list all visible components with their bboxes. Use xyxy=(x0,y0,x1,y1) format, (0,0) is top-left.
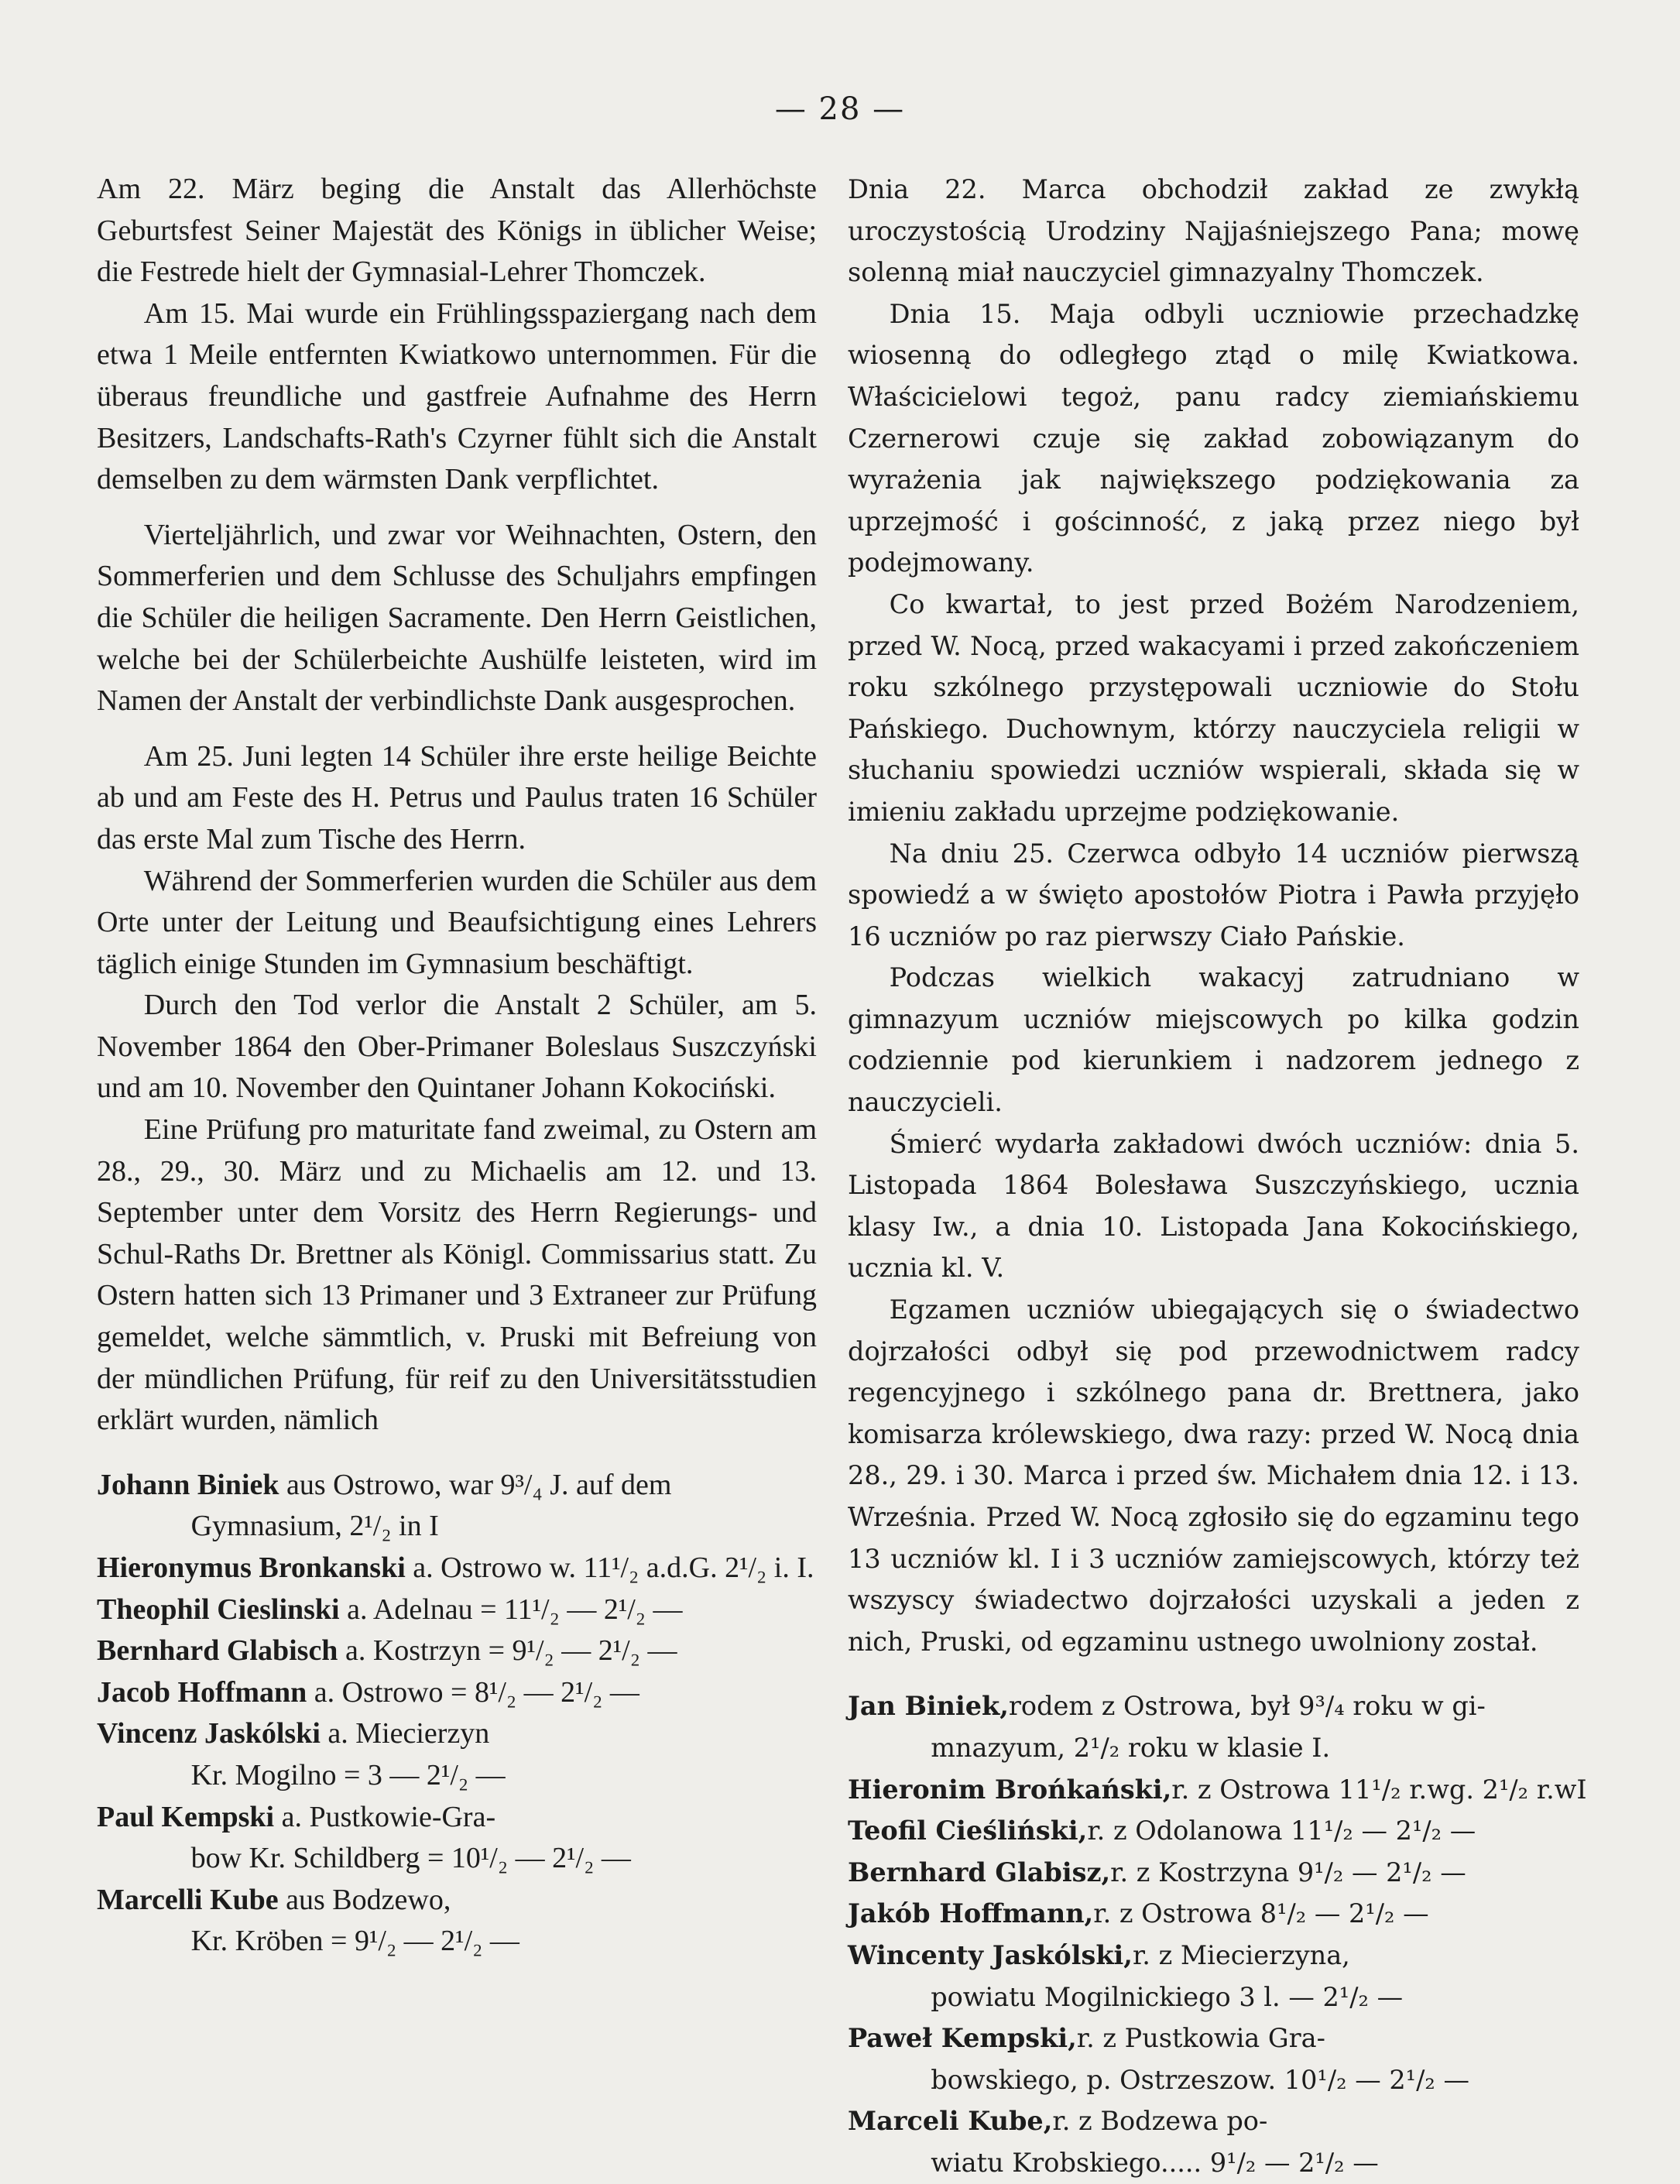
paragraph: Vierteljährlich, und zwar vor Weihnachten, Ostern, den Sommerferien und dem Schlusse des Schuljahrs empfingen die Schüler die heiligen Sacramente. Den Herrn Geistlichen, welche bei der Schülerbeichte Aushülfe leisteten, wird im Namen der Anstalt der verbindlichste Dank ausgesprochen. xyxy=(97,518,817,718)
list-item: Paweł Kempski, r. z Pustkowia Gra- xyxy=(848,2023,1325,2054)
list-item: Jacob Hoffmann a. Ostrowo = 8¹/₂ — 2¹/₂ — xyxy=(97,1675,639,1709)
graduate-list xyxy=(97,1465,817,1963)
paragraph: Co kwartał, to jest przed Bożém Narodzeniem, przed W. Nocą, przed wakacyami i przed zakończeniem roku szkólnego przystępowali uczniowie do Stołu Pańskiego. Duchownym, którzy nauczyciela religii w słuchaniu spowiedzi uczniów wspierali, składa się w imieniu zakładu uprzejme podziękowanie. xyxy=(848,588,1579,827)
list-item: Theophil Cieslinski a. Adelnau = 11¹/₂ — 2¹/₂ — xyxy=(97,1593,683,1626)
paragraph: Śmierć wydarła zakładowi dwóch uczniów: dnia 5. Listopada 1864 Bolesława Suszczyńskiego, ucznia klasy Iw., a dnia 10. Listopada Jana Kokocińskiego, ucznia kl. V. xyxy=(848,1128,1579,1284)
list-item: bowskiego, p. Ostrzeszow. 10¹/₂ — 2¹/₂ — xyxy=(931,2064,1469,2095)
list-item: Johann Biniek aus Ostrowo, war 9³/₄ J. auf dem xyxy=(97,1468,672,1501)
list-item: Gymnasium, 2¹/₂ in I xyxy=(190,1510,439,1543)
list-item: Marcelli Kube aus Bodzewo, xyxy=(97,1883,451,1916)
list-item: Wincenty Jaskólski, r. z Miecierzyna, xyxy=(848,1939,1350,1970)
list-item: Teofil Cieśliński, r. z Odolanowa 11¹/₂ — 2¹/₂ — xyxy=(848,1815,1476,1846)
paragraph: Podczas wielkich wakacyj zatrudniano w gimnazyum uczniów miejscowych po kilka godzin codziennie pod kierunkiem i nadzorem jednego z nauczycieli. xyxy=(848,962,1579,1118)
paragraph: Eine Prüfung pro maturitate fand zweimal, zu Ostern am 28., 29., 30. März und zu Michaelis am 12. und 13. September unter dem Vorsitz des Herrn Regierungs- und Schul-Raths Dr. Brettner als Königl. Commissarius statt. Zu Ostern hatten sich 13 Primaner und 3 Extraneer zur Prüfung gemeldet, welche sämmtlich, v. Pruski mit Befreiung von der mündlichen Prüfung, für reif zu den Universitätsstudien erklärt wurden, nämlich xyxy=(97,1113,817,1437)
paragraph: Dnia 15. Maja odbyli uczniowie przechadzkę wiosenną do odległego ztąd o milę Kwiatkowa. Właścicielowi tegoż, panu radcy ziemiańskiemu Czernerowi czuje się zakład zobowiązanym do wyrażenia jak największego podziękowania za uprzejmość i gościnność, z jaką przez niego był podejmowany. xyxy=(848,298,1579,578)
paragraph: Dnia 22. Marca obchodził zakład ze zwykłą uroczystością Urodziny Najjaśniejszego Pana; mowę solenną miał nauczyciel gimnazyalny Thomczek. xyxy=(848,174,1579,288)
paragraph: Na dniu 25. Czerwca odbyło 14 uczniów pierwszą spowiedź a w święto apostołów Piotra i Pawła przyjęło 16 uczniów po raz pierwszy Ciało Pańskie. xyxy=(848,838,1579,951)
list-item: Bernhard Glabisch a. Kostrzyn = 9¹/₂ — 2¹/₂ — xyxy=(97,1634,677,1668)
paragraph: Am 22. März beging die Anstalt das Allerhöchste Geburtsfest Seiner Majestät des Königs in üblicher Weise; die Festrede hielt der Gymnasial-Lehrer Thomczek. xyxy=(97,173,817,289)
list-item: wiatu Krobskiego..... 9¹/₂ — 2¹/₂ — xyxy=(931,2147,1379,2178)
list-item: Marceli Kube, r. z Bodzewa po- xyxy=(848,2106,1268,2137)
graduate-list xyxy=(848,1685,1587,2183)
paragraph: Durch den Tod verlor die Anstalt 2 Schüler, am 5. November 1864 den Ober-Primaner Boleslaus Suszczyński und am 10. November den Quintaner Johann Kokociński. xyxy=(97,989,817,1105)
list-item: Jan Biniek, rodem z Ostrowa, był 9³/₄ roku w gi- xyxy=(848,1691,1486,1722)
list-item: Hieronymus Bronkanski a. Ostrowo w. 11¹/₂ a.d.G. 2¹/₂ i. I. xyxy=(97,1551,814,1584)
paragraph: Während der Sommerferien wurden die Schüler aus dem Orte unter der Leitung und Beaufsichtigung eines Lehrers täglich einige Stunden im Gymnasium beschäftigt. xyxy=(97,864,817,980)
list-item: powiatu Mogilnickiego 3 l. — 2¹/₂ — xyxy=(931,1981,1404,2012)
list-item: Paul Kempski a. Pustkowie-Gra- xyxy=(97,1800,496,1833)
list-item: mnazyum, 2¹/₂ roku w klasie I. xyxy=(931,1732,1331,1763)
paragraph: Am 25. Juni legten 14 Schüler ihre erste heilige Beichte ab und am Feste des H. Petrus und Paulus traten 16 Schüler das erste Mal zum Tische des Herrn. xyxy=(97,739,817,855)
list-item: Hieronim Brońkański, r. z Ostrowa 11¹/₂ r.wg. 2¹/₂ r.wI xyxy=(848,1774,1587,1805)
list-item: Bernhard Glabisz, r. z Kostrzyna 9¹/₂ — 2¹/₂ — xyxy=(848,1857,1466,1887)
list-item: bow Kr. Schildberg = 10¹/₂ — 2¹/₂ — xyxy=(190,1842,631,1875)
paragraph: Egzamen uczniów ubiegających się o świadectwo dojrzałości odbył się pod przewodnictwem radcy regencyjnego i szkólnego pana dr. Brettnera, jako komisarza królewskiego, dwa razy: przed W. Nocą dnia 28., 29. i 30. Marca i przed św. Michałem dnia 12. i 13. Września. Przed W. Nocą zgłosiło się do egzaminu tego 13 uczniów kl. I i 3 uczniów zamiejscowych, którzy też wszyscy świadectwo dojrzałości uzyskali a jeden z nich, Pruski, od egzaminu ustnego uwolniony został. xyxy=(848,1294,1579,1657)
list-item: Jakób Hoffmann, r. z Ostrowa 8¹/₂ — 2¹/₂ — xyxy=(848,1898,1429,1929)
page-number: — 28 — xyxy=(774,91,906,127)
list-item: Vincenz Jaskólski a. Miecierzyn xyxy=(97,1717,490,1750)
paragraph: Am 15. Mai wurde ein Frühlingsspaziergang nach dem etwa 1 Meile entfernten Kwiatkowo unternommen. Für die überaus freundliche und gastfreie Aufnahme des Herrn Besitzers, Landschafts-Rath's Czyrner fühlt sich die Anstalt demselben zu dem wärmsten Dank verpflichtet. xyxy=(97,297,817,496)
polish-column xyxy=(848,169,1587,2184)
list-item: Kr. Mogilno = 3 — 2¹/₂ — xyxy=(190,1758,506,1791)
list-item: Kr. Kröben = 9¹/₂ — 2¹/₂ — xyxy=(190,1925,519,1958)
german-column xyxy=(97,169,817,1963)
